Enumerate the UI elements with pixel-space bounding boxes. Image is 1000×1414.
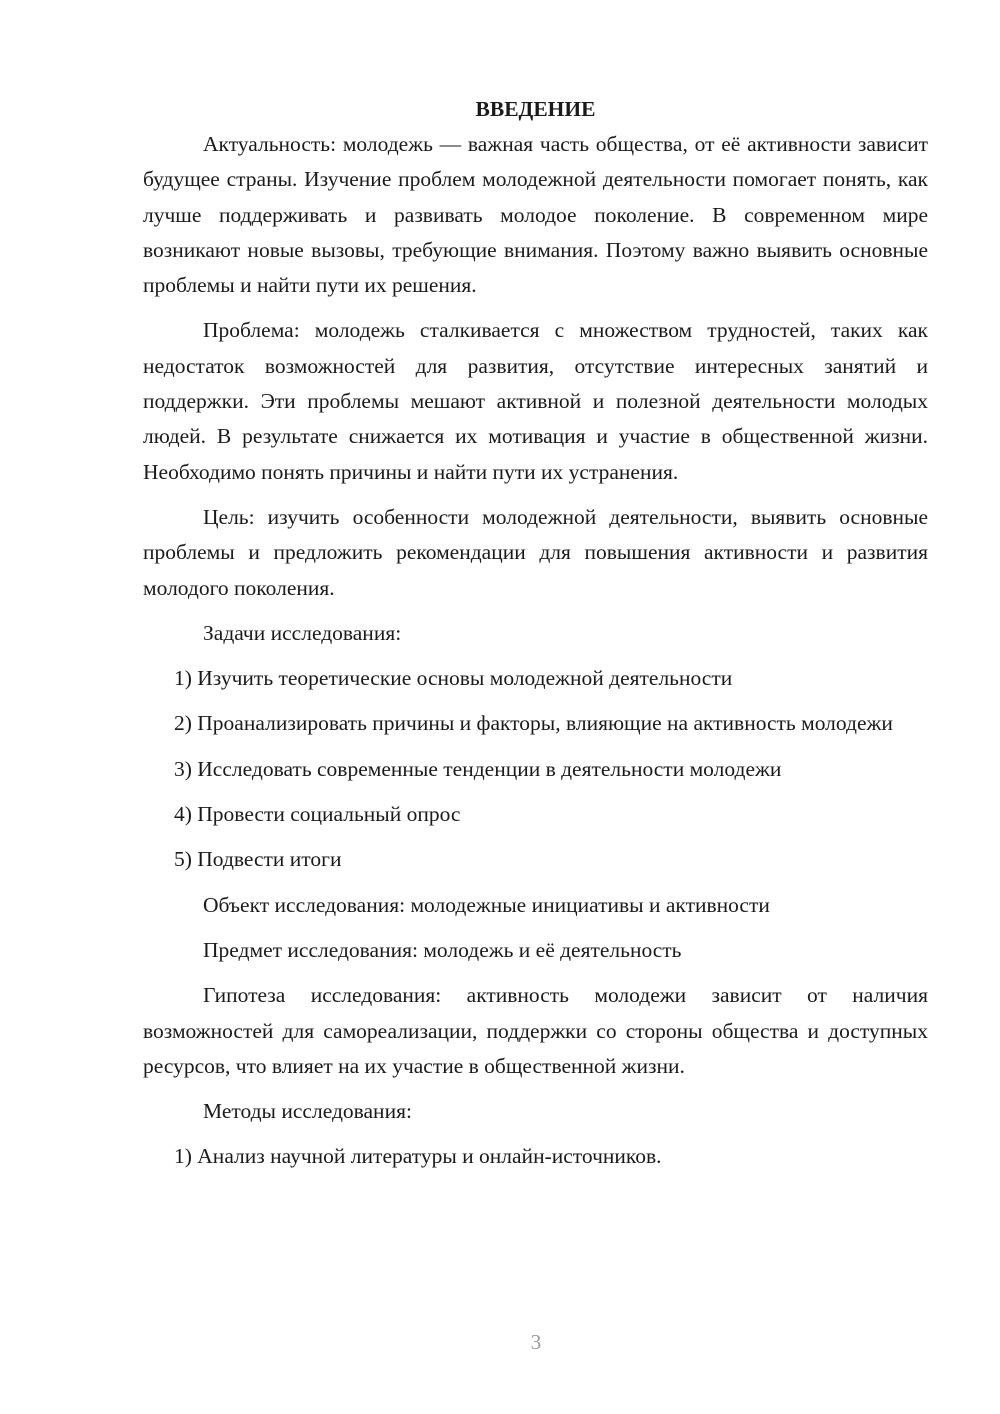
object-line: Объект исследования: молодежные инициативы и активности — [203, 892, 770, 917]
page-number: 3 — [530, 1330, 542, 1354]
task-item: 1) Изучить теоретические основы молодежной деятельности — [174, 666, 733, 691]
tasks-heading: Задачи исследования: — [203, 620, 402, 645]
hypothesis-paragraph: Гипотеза исследования: активность молодежи зависит от наличия возможностей для самореализации, поддержки со стороны общества и доступных ресурсов, что влияет на их участие в общественной жизни. — [143, 983, 928, 1078]
subject-line: Предмет исследования: молодежь и её деятельность — [203, 937, 682, 962]
problem-paragraph: Проблема: молодежь сталкивается с множеством трудностей, таких как недостаток возможностей для развития, отсутствие интересных занятий и поддержки. Эти проблемы мешают активной и полезной деятельности молодых людей. В результате снижается их мотивация и участие в общественной жизни. Необходимо понять причины и найти пути их устранения. — [143, 318, 928, 484]
task-item: 3) Исследовать современные тенденции в деятельности молодежи — [174, 756, 782, 781]
methods-heading: Методы исследования: — [203, 1099, 412, 1124]
task-item: 2) Проанализировать причины и факторы, влияющие на активность молодежи — [174, 711, 893, 736]
task-item: 5) Подвести итоги — [174, 847, 342, 872]
relevance-paragraph: Актуальность: молодежь — важная часть общества, от её активности зависит будущее страны. Изучение проблем молодежной деятельности помогает понять, как лучше поддерживать и развивать молодое поколение. В современном мире возникают новые вызовы, требующие внимания. Поэтому важно выявить основные проблемы и найти пути их решения. — [143, 132, 928, 298]
goal-paragraph: Цель: изучить особенности молодежной деятельности, выявить основные проблемы и предложить рекомендации для повышения активности и развития молодого поколения. — [143, 504, 928, 600]
task-item: 4) Провести социальный опрос — [174, 802, 461, 827]
method-item: 1) Анализ научной литературы и онлайн-источников. — [174, 1144, 662, 1169]
document-page — [143, 92, 928, 1185]
page-title: ВВЕДЕНИЕ — [475, 97, 596, 121]
